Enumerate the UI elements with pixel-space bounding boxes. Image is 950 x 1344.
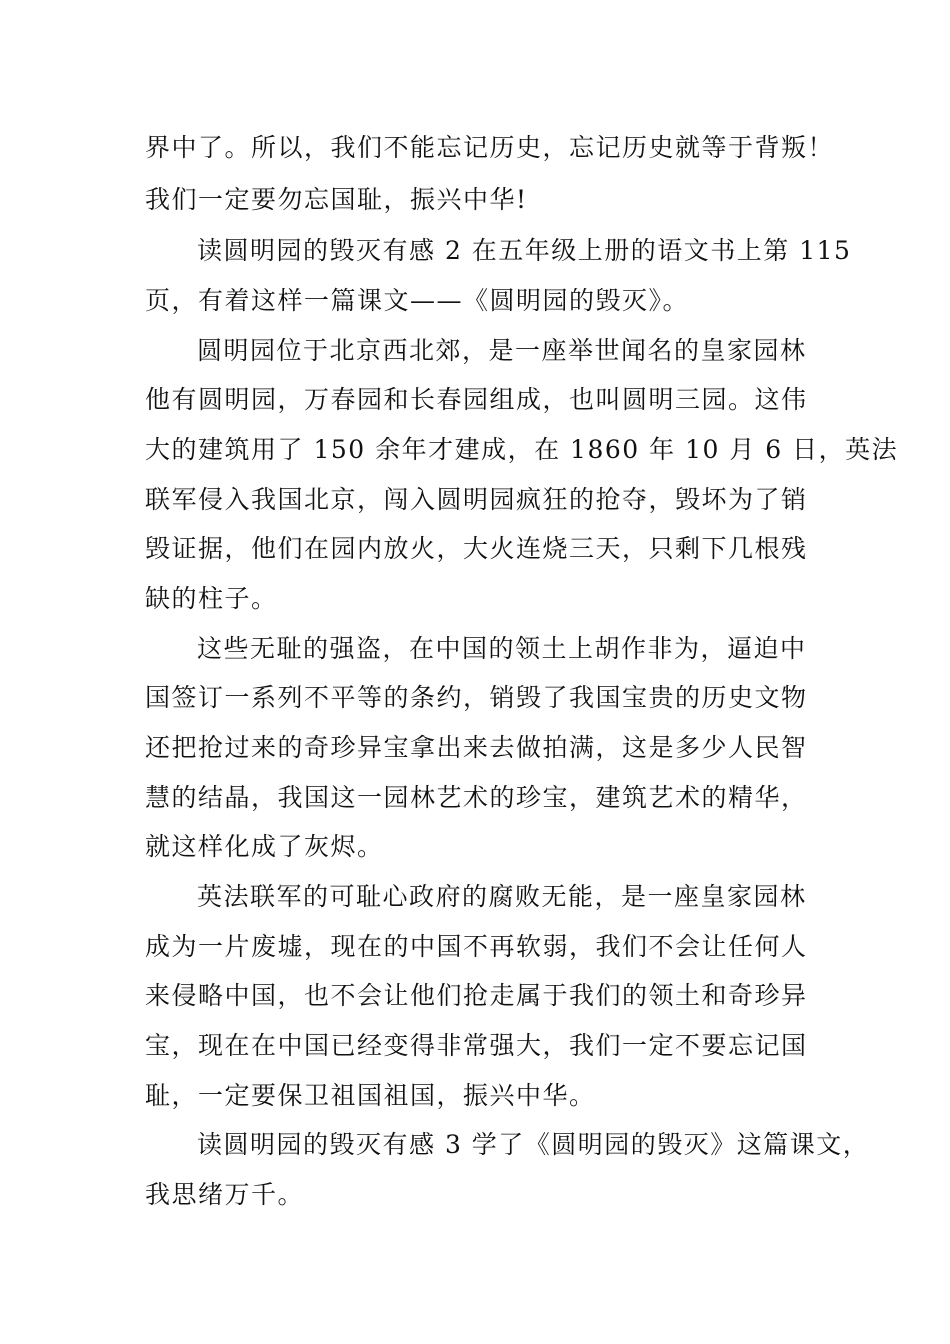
paragraph-start-line: 读圆明园的毁灭有感 2 在五年级上册的语文书上第 115 [197,236,852,265]
paragraph-start-line: 英法联军的可耻心政府的腐败无能，是一座皇家园林 [197,882,807,911]
paragraph-start-line: 读圆明园的毁灭有感 3 学了《圆明园的毁灭》这篇课文， [197,1130,870,1159]
text-line: 大的建筑用了 150 余年才建成，在 1860 年 10 月 6 日，英法 [145,435,899,464]
text-line: 毁证据，他们在园内放火，大火连烧三天，只剩下几根残 [145,534,808,563]
paragraph-start-line: 圆明园位于北京西北郊，是一座举世闻名的皇家园林 [197,336,807,365]
text-line: 成为一片废墟，现在的中国不再软弱，我们不会让任何人 [145,932,808,961]
text-line: 他有圆明园，万春园和长春园组成，也叫圆明三园。这伟 [145,385,808,414]
text-line: 缺的柱子。 [145,584,278,613]
text-line: 耻，一定要保卫祖国祖国，振兴中华。 [145,1081,596,1110]
text-line: 宝，现在在中国已经变得非常强大，我们一定不要忘记国 [145,1031,808,1060]
text-line: 来侵略中国，也不会让他们抢走属于我们的领土和奇珍异 [145,981,808,1010]
text-line: 我们一定要勿忘国耻，振兴中华! [145,185,528,214]
text-line: 慧的结晶，我国这一园林艺术的珍宝，建筑艺术的精华， [145,783,808,812]
text-line: 国签订一系列不平等的条约，销毁了我国宝贵的历史文物 [145,683,808,712]
text-line: 联军侵入我国北京，闯入圆明园疯狂的抢夺，毁坏为了销 [145,485,808,514]
text-line: 还把抢过来的奇珍异宝拿出来去做拍满，这是多少人民智 [145,733,808,762]
paragraph-start-line: 这些无耻的强盗，在中国的领土上胡作非为，逼迫中 [197,634,807,663]
text-line: 我思绪万千。 [145,1180,305,1209]
text-line: 就这样化成了灰烬。 [145,832,384,861]
text-line: 界中了。所以，我们不能忘记历史，忘记历史就等于背叛！ [145,133,835,162]
text-line: 页，有着这样一篇课文——《圆明园的毁灭》。 [145,286,690,315]
